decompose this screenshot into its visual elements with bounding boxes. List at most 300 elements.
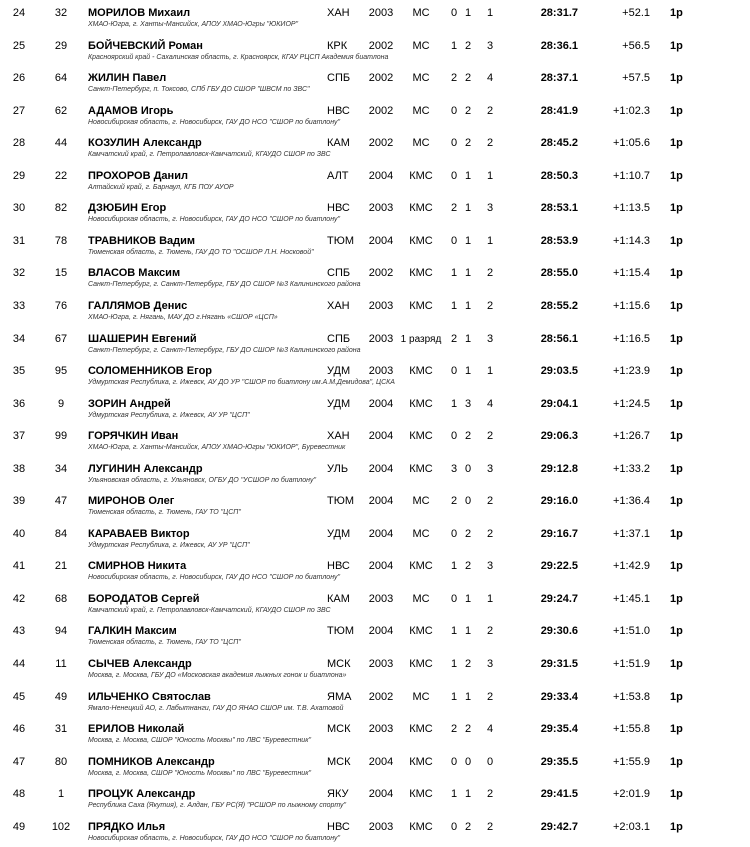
finish-time: 29:12.8 — [540, 462, 578, 475]
qualification: КМС — [409, 397, 433, 410]
time-behind: +52.1 — [622, 7, 650, 19]
penalty-prone: 3 — [450, 462, 458, 475]
time-behind: +1:15.6 — [612, 299, 650, 312]
team-info: Тюменская область, г. Тюмень, ГАУ ТО "ЦСП" — [88, 509, 241, 517]
penalty-prone: 0 — [450, 755, 458, 768]
penalty-standing: 2 — [464, 723, 472, 736]
birth-year: 2002 — [368, 267, 394, 280]
finish-time: 29:24.7 — [540, 592, 578, 605]
team-info: Тюменская область, г. Тюмень, ГАУ ТО "ЦСП" — [88, 639, 241, 647]
athlete-name: ГАЛКИН Максим — [88, 625, 177, 638]
penalty-prone: 0 — [450, 7, 458, 19]
region-code: УДМ — [327, 397, 351, 410]
finish-time: 29:03.5 — [540, 365, 578, 378]
bib-cell: 47 — [54, 495, 68, 508]
time-behind: +1:36.4 — [612, 495, 650, 508]
penalty-standing: 1 — [464, 267, 472, 280]
penalty-total: 2 — [486, 267, 494, 280]
place-cell: 36 — [12, 397, 26, 410]
athlete-name: МИРОНОВ Олег — [88, 495, 175, 508]
place-cell: 32 — [12, 267, 26, 280]
finish-time: 28:37.1 — [540, 72, 578, 85]
athlete-name: ЖИЛИН Павел — [88, 72, 167, 85]
penalty-prone: 0 — [450, 365, 458, 378]
birth-year: 2004 — [368, 625, 394, 638]
team-info: ХМАО-Югра, г. Ханты-Мансийск, АПОУ ХМАО-Югры "ЮКИОР", Буревестник — [88, 444, 346, 452]
penalty-total: 2 — [486, 788, 494, 801]
finish-time: 29:30.6 — [540, 625, 578, 638]
finish-time: 29:42.7 — [540, 820, 578, 833]
time-behind: +1:23.9 — [612, 365, 650, 378]
penalty-standing: 1 — [464, 365, 472, 378]
team-info: ХМАО-Югра, г. Нягань, МАУ ДО г.Нягань «СШОР «ЦСП» — [88, 313, 278, 321]
team-info: Ульяновская область, г. Ульяновск, ОГБУ ДО "УСШОР по биатлону" — [88, 476, 316, 484]
rank-category: 1р — [670, 137, 683, 150]
qualification: КМС — [409, 560, 433, 573]
finish-time: 28:36.1 — [540, 39, 578, 52]
finish-time: 29:31.5 — [540, 658, 578, 670]
time-behind: +1:55.9 — [612, 755, 650, 768]
qualification: МС — [412, 72, 430, 85]
table-row — [0, 423, 750, 455]
penalty-total: 2 — [486, 104, 494, 117]
table-row — [0, 814, 750, 846]
birth-year: 2003 — [368, 658, 394, 670]
athlete-name: ГАЛЛЯМОВ Денис — [88, 299, 188, 312]
penalty-standing: 1 — [464, 234, 472, 247]
place-cell: 24 — [12, 7, 26, 19]
time-behind: +1:14.3 — [612, 234, 650, 247]
place-cell: 28 — [12, 137, 26, 150]
finish-time: 29:06.3 — [540, 430, 578, 443]
qualification: МС — [412, 39, 430, 52]
region-code: УДМ — [327, 365, 351, 378]
bib-cell: 67 — [54, 332, 68, 345]
penalty-total: 4 — [486, 723, 494, 736]
region-code: МСК — [327, 755, 351, 768]
rank-category: 1р — [670, 592, 683, 605]
place-cell: 47 — [12, 755, 26, 768]
region-code: НВС — [327, 560, 350, 573]
place-cell: 43 — [12, 625, 26, 638]
penalty-total: 1 — [486, 592, 494, 605]
region-code: ХАН — [327, 299, 350, 312]
qualification: МС — [412, 495, 430, 508]
penalty-prone: 0 — [450, 592, 458, 605]
team-info: Красноярский край - Сахалинская область, г. Красноярск, КГАУ РЦСП Академия биатлона — [88, 53, 389, 61]
athlete-name: ВЛАСОВ Максим — [88, 267, 181, 280]
athlete-name: КОЗУЛИН Александр — [88, 137, 202, 150]
time-behind: +56.5 — [622, 39, 650, 52]
penalty-standing: 2 — [464, 72, 472, 85]
qualification: МС — [412, 104, 430, 117]
athlete-name: ПРОХОРОВ Данил — [88, 169, 188, 182]
finish-time: 28:45.2 — [540, 137, 578, 150]
rank-category: 1р — [670, 202, 683, 215]
place-cell: 39 — [12, 495, 26, 508]
team-info: Санкт-Петербург, п. Токсово, СПб ГБУ ДО СШОР "ШВСМ по ЗВС" — [88, 86, 310, 94]
penalty-standing: 1 — [464, 625, 472, 638]
bib-cell: 21 — [54, 560, 68, 573]
rank-category: 1р — [670, 104, 683, 117]
penalty-standing: 2 — [464, 527, 472, 540]
time-behind: +1:15.4 — [612, 267, 650, 280]
penalty-prone: 2 — [450, 332, 458, 345]
region-code: НВС — [327, 104, 350, 117]
finish-time: 29:35.4 — [540, 723, 578, 736]
penalty-prone: 1 — [450, 299, 458, 312]
time-behind: +57.5 — [622, 72, 650, 85]
rank-category: 1р — [670, 495, 683, 508]
finish-time: 29:16.7 — [540, 527, 578, 540]
athlete-name: ПОМНИКОВ Александр — [88, 755, 215, 768]
penalty-standing: 3 — [464, 397, 472, 410]
time-behind: +1:55.8 — [612, 723, 650, 736]
bib-cell: 15 — [54, 267, 68, 280]
bib-cell: 95 — [54, 365, 68, 378]
time-behind: +1:05.6 — [612, 137, 650, 150]
bib-cell: 29 — [54, 39, 68, 52]
time-behind: +1:33.2 — [612, 462, 650, 475]
region-code: МСК — [327, 658, 351, 670]
birth-year: 2004 — [368, 462, 394, 475]
qualification: КМС — [409, 658, 433, 670]
place-cell: 41 — [12, 560, 26, 573]
bib-cell: 31 — [54, 723, 68, 736]
birth-year: 2003 — [368, 723, 394, 736]
finish-time: 29:41.5 — [540, 788, 578, 801]
time-behind: +1:24.5 — [612, 397, 650, 410]
birth-year: 2004 — [368, 755, 394, 768]
team-info: Москва, г. Москва, СШОР "Юность Москвы" по ЛВС "Буревестник" — [88, 769, 311, 777]
time-behind: +1:53.8 — [612, 690, 650, 703]
qualification: КМС — [409, 820, 433, 833]
penalty-prone: 1 — [450, 625, 458, 638]
penalty-total: 0 — [486, 755, 494, 768]
rank-category: 1р — [670, 527, 683, 540]
region-code: НВС — [327, 202, 350, 215]
athlete-name: АДАМОВ Игорь — [88, 104, 174, 117]
table-row — [0, 163, 750, 195]
rank-category: 1р — [670, 560, 683, 573]
bib-cell: 32 — [54, 7, 68, 19]
penalty-prone: 1 — [450, 788, 458, 801]
region-code: УЛЬ — [327, 462, 349, 475]
penalty-total: 2 — [486, 690, 494, 703]
time-behind: +1:10.7 — [612, 169, 650, 182]
finish-time: 29:16.0 — [540, 495, 578, 508]
table-row — [0, 358, 750, 390]
athlete-name: ПРЯДКО Илья — [88, 820, 166, 833]
rank-category: 1р — [670, 755, 683, 768]
region-code: НВС — [327, 820, 350, 833]
table-row — [0, 781, 750, 813]
table-row — [0, 586, 750, 618]
qualification: КМС — [409, 299, 433, 312]
birth-year: 2003 — [368, 592, 394, 605]
penalty-total: 1 — [486, 169, 494, 182]
penalty-total: 2 — [486, 527, 494, 540]
finish-time: 28:55.2 — [540, 299, 578, 312]
penalty-standing: 2 — [464, 430, 472, 443]
region-code: СПБ — [327, 332, 351, 345]
birth-year: 2004 — [368, 527, 394, 540]
time-behind: +1:02.3 — [612, 104, 650, 117]
table-row — [0, 33, 750, 65]
penalty-total: 1 — [486, 234, 494, 247]
penalty-total: 3 — [486, 658, 494, 670]
region-code: МСК — [327, 723, 351, 736]
team-info: Камчатский край, г. Петропавловск-Камчатский, КГАУДО СШОР по ЗВС — [88, 151, 331, 159]
team-info: Удмуртская Республика, г. Ижевск, АУ УР "ЦСП" — [88, 411, 250, 419]
birth-year: 2002 — [368, 72, 394, 85]
bib-cell: 44 — [54, 137, 68, 150]
bib-cell: 84 — [54, 527, 68, 540]
place-cell: 30 — [12, 202, 26, 215]
team-info: Новосибирская область, г. Новосибирск, ГАУ ДО НСО "СШОР по биатлону" — [88, 216, 341, 224]
qualification: КМС — [409, 788, 433, 801]
penalty-standing: 1 — [464, 690, 472, 703]
qualification: КМС — [409, 234, 433, 247]
finish-time: 28:31.7 — [540, 7, 578, 19]
penalty-total: 3 — [486, 560, 494, 573]
finish-time: 29:22.5 — [540, 560, 578, 573]
penalty-prone: 1 — [450, 397, 458, 410]
region-code: КАМ — [327, 592, 350, 605]
bib-cell: 99 — [54, 430, 68, 443]
athlete-name: СОЛОМЕННИКОВ Егор — [88, 365, 213, 378]
table-row — [0, 65, 750, 97]
bib-cell: 64 — [54, 72, 68, 85]
penalty-prone: 2 — [450, 495, 458, 508]
table-row — [0, 716, 750, 748]
penalty-standing: 1 — [464, 169, 472, 182]
qualification: КМС — [409, 625, 433, 638]
birth-year: 2004 — [368, 234, 394, 247]
finish-time: 28:55.0 — [540, 267, 578, 280]
place-cell: 33 — [12, 299, 26, 312]
bib-cell: 76 — [54, 299, 68, 312]
place-cell: 31 — [12, 234, 26, 247]
rank-category: 1р — [670, 820, 683, 833]
team-info: Санкт-Петербург, г. Санкт-Петербург, ГБУ ДО СШОР №3 Калининского района — [88, 346, 361, 354]
rank-category: 1р — [670, 723, 683, 736]
penalty-prone: 0 — [450, 820, 458, 833]
penalty-standing: 0 — [464, 755, 472, 768]
bib-cell: 34 — [54, 462, 68, 475]
rank-category: 1р — [670, 39, 683, 52]
birth-year: 2004 — [368, 495, 394, 508]
table-row — [0, 749, 750, 781]
penalty-prone: 2 — [450, 202, 458, 215]
finish-time: 28:53.9 — [540, 234, 578, 247]
birth-year: 2002 — [368, 137, 394, 150]
penalty-prone: 0 — [450, 104, 458, 117]
penalty-prone: 1 — [450, 690, 458, 703]
bib-cell: 80 — [54, 755, 68, 768]
bib-cell: 1 — [57, 788, 65, 801]
birth-year: 2002 — [368, 104, 394, 117]
region-code: ТЮМ — [327, 625, 354, 638]
rank-category: 1р — [670, 365, 683, 378]
birth-year: 2003 — [368, 299, 394, 312]
team-info: Удмуртская Республика, г. Ижевск, АУ УР "ЦСП" — [88, 541, 250, 549]
region-code: ТЮМ — [327, 495, 354, 508]
athlete-name: ЛУГИНИН Александр — [88, 462, 203, 475]
region-code: СПБ — [327, 72, 351, 85]
table-row — [0, 391, 750, 423]
birth-year: 2003 — [368, 202, 394, 215]
region-code: КАМ — [327, 137, 350, 150]
team-info: Новосибирская область, г. Новосибирск, ГАУ ДО НСО "СШОР по биатлону" — [88, 574, 341, 582]
finish-time: 29:33.4 — [540, 690, 578, 703]
penalty-total: 1 — [486, 365, 494, 378]
penalty-standing: 2 — [464, 137, 472, 150]
place-cell: 48 — [12, 788, 26, 801]
bib-cell: 11 — [55, 658, 67, 670]
team-info: Новосибирская область, г. Новосибирск, ГАУ ДО НСО "СШОР по биатлону" — [88, 834, 341, 842]
table-row — [0, 0, 750, 32]
place-cell: 34 — [12, 332, 26, 345]
finish-time: 29:04.1 — [540, 397, 578, 410]
qualification: КМС — [409, 462, 433, 475]
place-cell: 49 — [12, 820, 26, 833]
finish-time: 28:53.1 — [540, 202, 578, 215]
penalty-prone: 1 — [450, 39, 458, 52]
table-row — [0, 195, 750, 227]
penalty-standing: 0 — [464, 495, 472, 508]
penalty-standing: 2 — [464, 820, 472, 833]
birth-year: 2004 — [368, 430, 394, 443]
penalty-prone: 0 — [450, 137, 458, 150]
place-cell: 45 — [12, 690, 26, 703]
table-row — [0, 521, 750, 553]
place-cell: 46 — [12, 723, 26, 736]
penalty-prone: 0 — [450, 430, 458, 443]
finish-time: 28:50.3 — [540, 169, 578, 182]
table-row — [0, 130, 750, 162]
rank-category: 1р — [670, 462, 683, 475]
penalty-standing: 1 — [464, 7, 472, 19]
qualification: КМС — [409, 365, 433, 378]
birth-year: 2004 — [368, 788, 394, 801]
bib-cell: 62 — [54, 104, 68, 117]
table-row — [0, 293, 750, 325]
team-info: Удмуртская Республика, г. Ижевск, АУ ДО УР "СШОР по биатлону им.А.М.Демидова", ЦСКА — [88, 379, 395, 387]
penalty-total: 3 — [486, 39, 494, 52]
birth-year: 2003 — [368, 365, 394, 378]
place-cell: 38 — [12, 462, 26, 475]
athlete-name: ГОРЯЧКИН Иван — [88, 430, 179, 443]
birth-year: 2004 — [368, 397, 394, 410]
penalty-total: 4 — [486, 397, 494, 410]
penalty-standing: 0 — [464, 462, 472, 475]
finish-time: 28:56.1 — [540, 332, 578, 345]
penalty-total: 2 — [486, 495, 494, 508]
bib-cell: 9 — [57, 397, 65, 410]
penalty-prone: 2 — [450, 72, 458, 85]
penalty-standing: 2 — [464, 560, 472, 573]
time-behind: +2:03.1 — [612, 820, 650, 833]
team-info: Камчатский край, г. Петропавловск-Камчатский, КГАУДО СШОР по ЗВС — [88, 606, 331, 614]
penalty-total: 3 — [486, 332, 494, 345]
qualification: МС — [412, 7, 430, 19]
table-row — [0, 651, 750, 683]
birth-year: 2002 — [368, 690, 394, 703]
bib-cell: 68 — [54, 592, 68, 605]
rank-category: 1р — [670, 788, 683, 801]
qualification: КМС — [409, 202, 433, 215]
place-cell: 40 — [12, 527, 26, 540]
rank-category: 1р — [670, 625, 683, 638]
table-row — [0, 456, 750, 488]
place-cell: 37 — [12, 430, 26, 443]
athlete-name: ЕРИЛОВ Николай — [88, 723, 185, 736]
time-behind: +1:45.1 — [612, 592, 650, 605]
team-info: Москва, г. Москва, ГБУ ДО «Московская академия лыжных гонок и биатлона» — [88, 672, 347, 679]
place-cell: 42 — [12, 592, 26, 605]
rank-category: 1р — [670, 7, 683, 19]
region-code: УДМ — [327, 527, 351, 540]
athlete-name: ПРОЦУК Александр — [88, 788, 196, 801]
bib-cell: 102 — [51, 820, 71, 833]
table-row — [0, 326, 750, 358]
athlete-name: СМИРНОВ Никита — [88, 560, 187, 573]
place-cell: 44 — [12, 658, 26, 670]
finish-time: 28:41.9 — [540, 104, 578, 117]
time-behind: +2:01.9 — [612, 788, 650, 801]
table-row — [0, 98, 750, 130]
birth-year: 2003 — [368, 820, 394, 833]
birth-year: 2004 — [368, 169, 394, 182]
rank-category: 1р — [670, 658, 683, 670]
bib-cell: 49 — [54, 690, 68, 703]
rank-category: 1р — [670, 430, 683, 443]
penalty-total: 4 — [486, 72, 494, 85]
qualification: МС — [412, 527, 430, 540]
penalty-total: 1 — [486, 7, 494, 19]
bib-cell: 22 — [54, 169, 68, 182]
table-row — [0, 488, 750, 520]
penalty-total: 3 — [486, 462, 494, 475]
place-cell: 27 — [12, 104, 26, 117]
time-behind: +1:16.5 — [612, 332, 650, 345]
athlete-name: КАРАВАЕВ Виктор — [88, 527, 190, 540]
athlete-name: ШАШЕРИН Евгений — [88, 332, 197, 345]
penalty-standing: 1 — [464, 202, 472, 215]
athlete-name: СЫЧЕВ Александр — [88, 658, 192, 670]
penalty-prone: 2 — [450, 723, 458, 736]
region-code: ЯМА — [327, 690, 352, 703]
team-info: Ямало-Ненецкий АО, г. Лабытнанги, ГАУ ДО ЯНАО СШОР им. Т.В. Ахатовой — [88, 704, 344, 712]
bib-cell: 82 — [54, 202, 68, 215]
penalty-standing: 1 — [464, 299, 472, 312]
region-code: ХАН — [327, 430, 350, 443]
penalty-prone: 1 — [450, 658, 458, 670]
penalty-prone: 1 — [450, 560, 458, 573]
table-row — [0, 260, 750, 292]
penalty-total: 2 — [486, 430, 494, 443]
rank-category: 1р — [670, 397, 683, 410]
region-code: ТЮМ — [327, 234, 354, 247]
qualification: МС — [412, 137, 430, 150]
team-info: Тюменская область, г. Тюмень, ГАУ ДО ТО "ОСШОР Л.Н. Носковой" — [88, 248, 314, 256]
team-info: Москва, г. Москва, СШОР "Юность Москвы" по ЛВС "Буревестник" — [88, 737, 311, 745]
penalty-total: 2 — [486, 625, 494, 638]
penalty-prone: 0 — [450, 169, 458, 182]
table-row — [0, 684, 750, 716]
athlete-name: ЗОРИН Андрей — [88, 397, 171, 410]
